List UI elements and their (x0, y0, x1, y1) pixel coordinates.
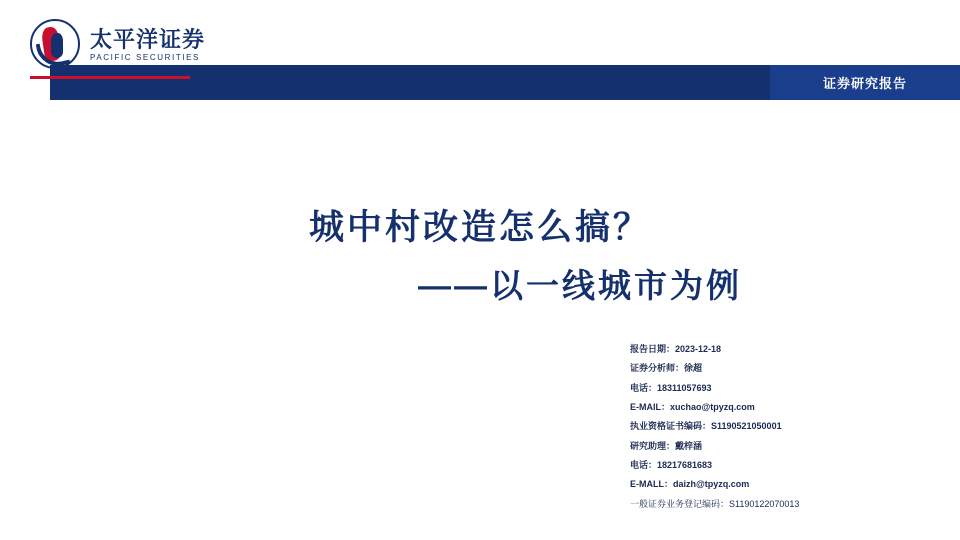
logo-name-en: PACIFIC SECURITIES (90, 52, 200, 62)
meta-report-date: 报告日期：2023-12-18 (630, 344, 722, 354)
logo-name-cn: 太平洋证券 (90, 26, 206, 52)
meta-analyst-phone: 电话：18311057693 (630, 382, 712, 393)
meta-assistant-email: E-MALL：daizh@tpyzq.com (630, 479, 750, 490)
page-subtitle: ——以一线城市为例 (418, 266, 742, 304)
meta-analyst-license: 执业资格证书编码：S1190521050001 (630, 421, 782, 432)
report-meta (630, 340, 930, 514)
meta-assistant-phone: 电话：18217681683 (630, 460, 713, 471)
report-type-badge (770, 65, 960, 100)
meta-assistant-license: 一般证券业务登记编码：S1190122070013 (630, 498, 800, 509)
page-title: 城中村改造怎么搞？ (308, 208, 651, 247)
report-type-label: 证券研究报告 (822, 76, 907, 91)
company-logo (30, 14, 206, 76)
logo-underline (30, 76, 190, 79)
logo-text (90, 28, 205, 62)
title-block (0, 205, 960, 307)
meta-analyst-email: E-MAIL：xuchao@tpyzq.com (630, 402, 755, 413)
meta-assistant: 研究助理：戴梓涵 (630, 440, 703, 451)
pacific-securities-logo-icon (30, 19, 82, 71)
meta-analyst: 证券分析师：徐超 (630, 363, 703, 374)
